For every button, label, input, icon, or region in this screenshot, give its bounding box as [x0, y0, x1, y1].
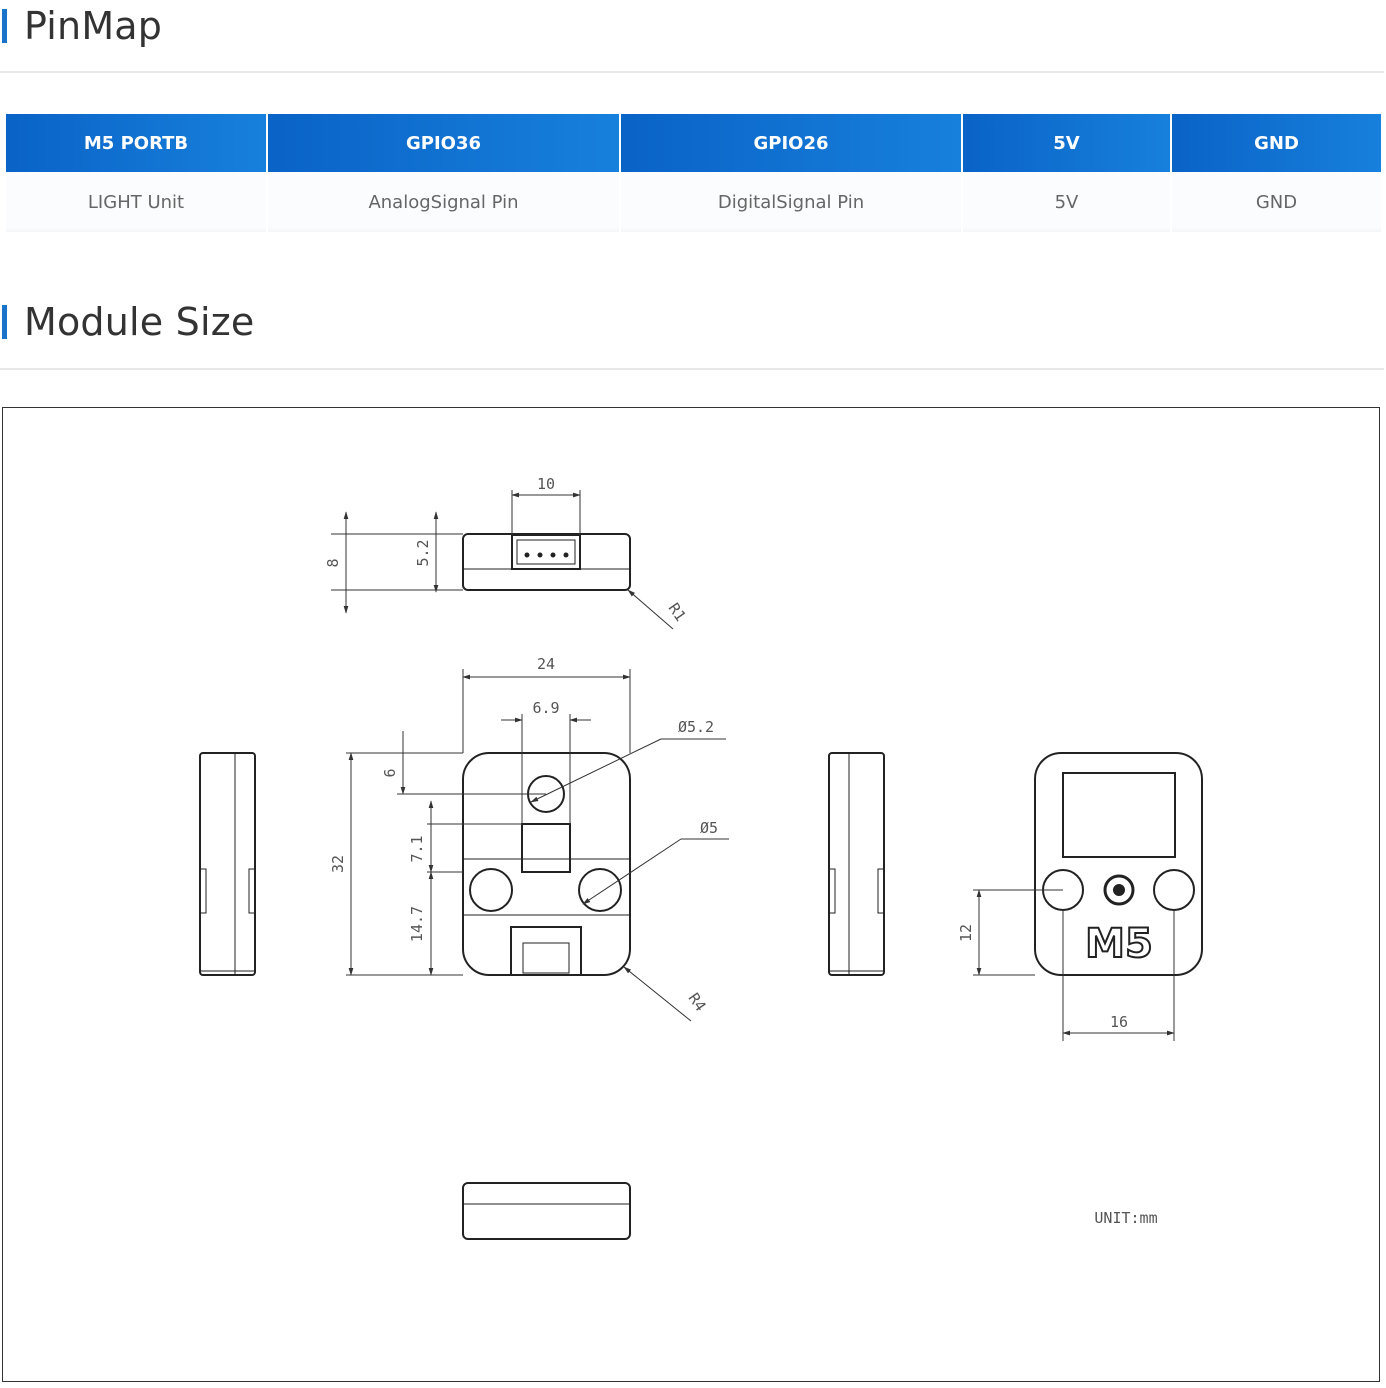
unit-label: UNIT:mm: [1094, 1209, 1158, 1227]
back-center-dot: [1114, 885, 1124, 895]
dim-label: 5.2: [414, 539, 432, 567]
pinmap-title: PinMap: [24, 4, 163, 48]
dim-label: 12: [957, 923, 975, 943]
dim-label: Ø5: [699, 819, 719, 837]
divider: [0, 71, 1384, 73]
pin-dot: [551, 553, 556, 558]
pinmap-table: [6, 114, 1381, 232]
dim-label: 14.7: [408, 905, 426, 943]
table-cell: AnalogSignal Pin: [268, 172, 621, 232]
right-side-view: [829, 753, 884, 975]
connector-pins: [525, 553, 569, 558]
back-mount-hole: [1154, 870, 1194, 910]
top-view-body: [463, 534, 630, 590]
dim-label: 24: [536, 655, 556, 673]
header-cell: GPIO36: [268, 114, 621, 172]
module-outlines: [200, 534, 1202, 1239]
table-row: [6, 172, 1381, 232]
front-connector: [511, 927, 581, 975]
dim-label: R4: [684, 989, 710, 1015]
mount-hole: [579, 869, 621, 911]
divider: [0, 368, 1384, 370]
dim-label: 7.1: [408, 835, 426, 863]
dim-label: Ø5.2: [677, 718, 715, 736]
dim-label: 6.9: [532, 699, 560, 717]
mount-hole: [470, 869, 512, 911]
m5-logo: M5: [1085, 921, 1153, 967]
module-size-drawing: [2, 407, 1380, 1382]
dimension-labels: [324, 475, 1158, 1227]
header-cell: GND: [1172, 114, 1381, 172]
header-cell: GPIO26: [621, 114, 963, 172]
front-view-body: [463, 753, 630, 975]
top-view-connector-inner: [517, 540, 575, 564]
pinmap-heading: [0, 4, 162, 48]
heading-accent-bar: [2, 305, 7, 339]
table-cell: LIGHT Unit: [6, 172, 268, 232]
header-cell: M5 PORTB: [6, 114, 268, 172]
dimension-drawing-svg: [3, 408, 1379, 1381]
dim-label: 16: [1109, 1013, 1129, 1031]
header-cell: 5V: [963, 114, 1172, 172]
dim-label: R1: [664, 599, 690, 625]
dim-label: 32: [329, 854, 347, 874]
pin-dot: [538, 553, 543, 558]
table-cell: DigitalSignal Pin: [621, 172, 963, 232]
front-connector-inner: [523, 943, 569, 973]
module-size-heading: [0, 300, 254, 344]
bottom-view-body: [463, 1183, 630, 1239]
pin-dot: [525, 553, 530, 558]
dimension-lines: [331, 490, 1174, 1041]
pin-dot: [564, 553, 569, 558]
dim-label: 8: [324, 558, 342, 568]
table-header-row: [6, 114, 1381, 172]
left-side-view: [200, 753, 255, 975]
dim-label: 10: [536, 475, 556, 493]
module-size-title: Module Size: [24, 300, 255, 344]
dim-label: 6: [381, 768, 399, 778]
heading-accent-bar: [2, 9, 7, 43]
sensor-window: [522, 824, 570, 872]
table-cell: 5V: [963, 172, 1172, 232]
back-label-area: [1063, 773, 1175, 857]
table-cell: GND: [1172, 172, 1381, 232]
